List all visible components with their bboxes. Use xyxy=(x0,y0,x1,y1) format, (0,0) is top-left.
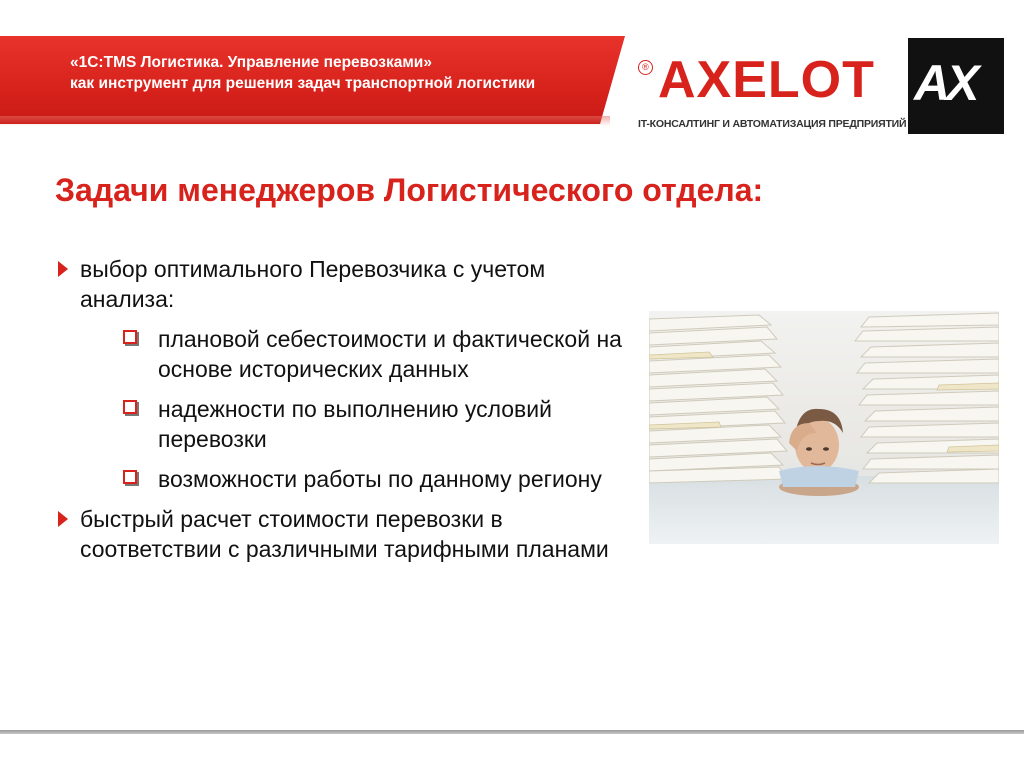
sub-list-item xyxy=(55,464,625,494)
registered-mark-icon: ® xyxy=(638,60,653,75)
header-text xyxy=(70,52,535,94)
sub-list-item-text: плановой себестоимости и фактической на основе исторических данных xyxy=(158,326,622,382)
sub-list-item xyxy=(55,394,625,454)
checkbox-bullet-icon xyxy=(123,400,137,414)
header-line-2: как инструмент для решения задач транспортной логистики xyxy=(70,75,536,92)
man-behind-paper-stacks-illustration xyxy=(649,311,999,544)
checkbox-bullet-icon xyxy=(123,330,137,344)
list-item-text: быстрый расчет стоимости перевозки в соответствии с различными тарифными планами xyxy=(80,506,609,562)
red-triangle-bullet-icon xyxy=(58,511,68,527)
axelot-logo xyxy=(636,36,1006,134)
logo-tagline: IT-КОНСАЛТИНГ И АВТОМАТИЗАЦИЯ ПРЕДПРИЯТИЙ xyxy=(638,118,907,130)
list-item-text: выбор оптимального Перевозчика с учетом анализа: xyxy=(80,256,546,312)
logo-ax-text: AX xyxy=(914,55,976,111)
list-item xyxy=(55,504,625,564)
sub-list-item-text: возможности работы по данному региону xyxy=(158,466,602,492)
bullet-list xyxy=(55,254,625,574)
sub-list-item xyxy=(55,324,625,384)
sub-list-item-text: надежности по выполнению условий перевозки xyxy=(158,396,552,452)
header-line-1: «1С:TMS Логистика. Управление перевозками» xyxy=(70,54,432,71)
footer-divider xyxy=(0,730,1024,734)
logo-wordmark: AXELOT xyxy=(658,51,875,109)
checkbox-bullet-icon xyxy=(123,470,137,484)
header-banner-shadow xyxy=(0,116,610,126)
slide-title: Задачи менеджеров Логистического отдела: xyxy=(55,172,764,208)
paperwork-photo xyxy=(649,311,999,544)
list-item xyxy=(55,254,625,314)
logo-ax-mark xyxy=(908,38,1004,134)
red-triangle-bullet-icon xyxy=(58,261,68,277)
